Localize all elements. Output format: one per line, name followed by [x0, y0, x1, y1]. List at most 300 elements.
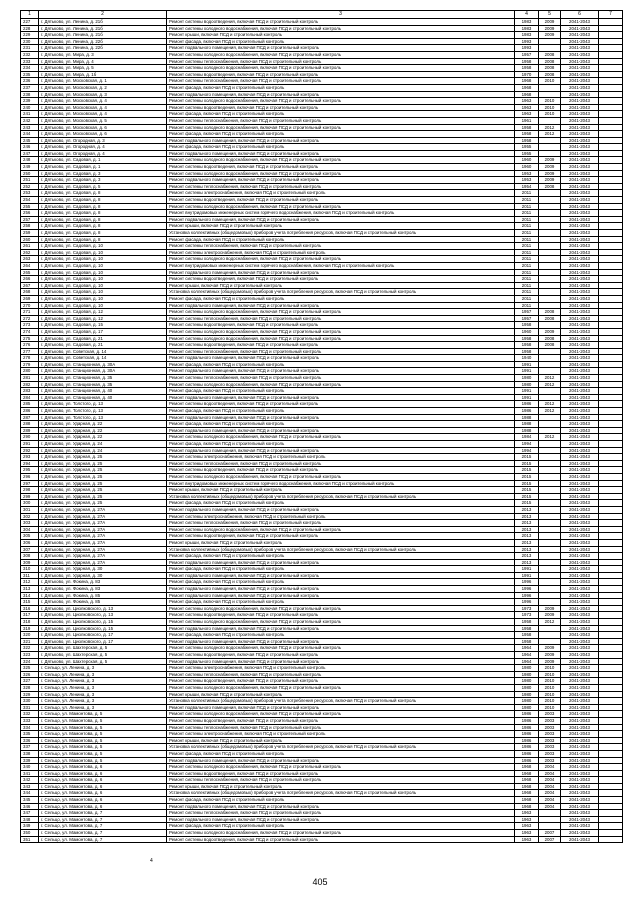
document-sheet [20, 10, 622, 843]
year-built-cell: 1958 [515, 625, 539, 632]
table-row [21, 559, 623, 566]
last-repair-year-cell: 2009 [539, 645, 561, 652]
planned-period-cell: 2041-2043 [561, 328, 599, 335]
planned-period-cell: 2041-2043 [561, 836, 599, 843]
extra-cell [599, 368, 623, 375]
address-cell: г. Сельцо, ул. Мамонтова, д. 5 [39, 744, 167, 751]
planned-period-cell: 2041-2043 [561, 282, 599, 289]
planned-period-cell: 2041-2043 [561, 223, 599, 230]
table-row [21, 78, 623, 85]
work-type-cell: Ремонт системы холодного водоснабжения, включая ПСД и строительный контроль [167, 764, 515, 771]
extra-cell [599, 625, 623, 632]
row-number: 336 [21, 737, 39, 744]
year-built-cell: 1961 [515, 117, 539, 124]
row-number: 258 [21, 223, 39, 230]
planned-period-cell: 2041-2043 [561, 665, 599, 672]
year-built-cell: 1986 [515, 737, 539, 744]
last-repair-year-cell: 2009 [539, 157, 561, 164]
extra-cell [599, 183, 623, 190]
last-repair-year-cell: 2012 [539, 375, 561, 382]
address-cell: г. Дятьково, ул. Ударная, д. 25 [39, 467, 167, 474]
year-built-cell: 1963 [515, 830, 539, 837]
last-repair-year-cell [539, 197, 561, 204]
table-row [21, 790, 623, 797]
address-cell: г. Сельцо, ул. Ленина, д. 3 [39, 684, 167, 691]
work-type-cell: Ремонт системы электроснабжения, включая ПСД и строительный контроль [167, 665, 515, 672]
planned-period-cell: 2041-2043 [561, 698, 599, 705]
year-built-cell: 1958 [515, 342, 539, 349]
year-built-cell: 1963 [515, 823, 539, 830]
row-number: 340 [21, 764, 39, 771]
year-built-cell: 1970 [515, 71, 539, 78]
address-cell: г. Дятьково, ул. Садовая, д. 8 [39, 210, 167, 217]
row-number: 230 [21, 38, 39, 45]
work-type-cell: Ремонт подвального помещения, включая ПСД и строительный контроль [167, 638, 515, 645]
year-built-cell: 1986 [515, 401, 539, 408]
address-cell: г. Дятьково, ул. Ударная, д. 27А [39, 533, 167, 540]
year-built-cell: 2011 [515, 262, 539, 269]
address-cell: г. Дятьково, ул. Циолковского, д. 15 [39, 619, 167, 626]
address-cell: г. Сельцо, ул. Мамонтова, д. 7 [39, 830, 167, 837]
table-row [21, 625, 623, 632]
extra-cell [599, 230, 623, 237]
extra-cell [599, 98, 623, 105]
table-row [21, 131, 623, 138]
planned-period-cell: 2041-2043 [561, 32, 599, 39]
year-built-cell: 1988 [515, 421, 539, 428]
row-number: 268 [21, 289, 39, 296]
extra-cell [599, 750, 623, 757]
row-number: 351 [21, 836, 39, 843]
extra-cell [599, 572, 623, 579]
table-row [21, 315, 623, 322]
work-type-cell: Установка коллективных (общедомовых) приборов учета потребления ресурсов, включая ПСД и строительный контроль [167, 744, 515, 751]
address-cell: г. Дятьково, ул. Московская, д. 4 [39, 111, 167, 118]
row-number: 255 [21, 203, 39, 210]
address-cell: г. Дятьково, ул. Фокина, д. 83 [39, 586, 167, 593]
planned-period-cell: 2041-2043 [561, 91, 599, 98]
work-type-cell: Ремонт подвального помещения, включая ПСД и строительный контроль [167, 269, 515, 276]
work-type-cell: Ремонт системы водоотведения, включая ПСД и строительный контроль [167, 533, 515, 540]
planned-period-cell: 2041-2043 [561, 276, 599, 283]
extra-cell [599, 691, 623, 698]
last-repair-year-cell [539, 38, 561, 45]
year-built-cell: 1986 [515, 731, 539, 738]
row-number: 237 [21, 84, 39, 91]
planned-period-cell: 2041-2043 [561, 671, 599, 678]
row-number: 315 [21, 599, 39, 606]
header-col-1: 1 [21, 11, 39, 19]
work-type-cell: Ремонт фасада, включая ПСД и строительный контроль [167, 111, 515, 118]
address-cell: г. Дятьково, ул. Ударная, д. 22 [39, 427, 167, 434]
planned-period-cell: 2041-2043 [561, 104, 599, 111]
row-number: 332 [21, 711, 39, 718]
table-row [21, 586, 623, 593]
table-row [21, 493, 623, 500]
work-type-cell: Ремонт системы холодного водоснабжения, включая ПСД и строительный контроль [167, 170, 515, 177]
planned-period-cell: 2041-2043 [561, 177, 599, 184]
planned-period-cell: 2041-2043 [561, 744, 599, 751]
year-built-cell: 2013 [515, 513, 539, 520]
extra-cell [599, 243, 623, 250]
address-cell: г. Дятьково, ул. Садовая, д. 10 [39, 249, 167, 256]
work-type-cell: Ремонт системы теплоснабжения, включая ПСД и строительный контроль [167, 348, 515, 355]
year-built-cell: 2015 [515, 473, 539, 480]
table-row [21, 124, 623, 131]
extra-cell [599, 32, 623, 39]
work-type-cell: Ремонт системы холодного водоснабжения, включая ПСД и строительный контроль [167, 711, 515, 718]
header-col-6: 6 [561, 11, 599, 19]
row-number: 234 [21, 65, 39, 72]
planned-period-cell: 2041-2043 [561, 256, 599, 263]
table-row [21, 678, 623, 685]
table-row [21, 328, 623, 335]
table-row [21, 243, 623, 250]
planned-period-cell: 2041-2043 [561, 197, 599, 204]
extra-cell [599, 803, 623, 810]
work-type-cell: Ремонт подвального помещения, включая ПСД и строительный контроль [167, 150, 515, 157]
row-number: 326 [21, 671, 39, 678]
row-number: 335 [21, 731, 39, 738]
address-cell: г. Дятьково, ул. Садовая, д. 3 [39, 170, 167, 177]
planned-period-cell: 2041-2043 [561, 500, 599, 507]
last-repair-year-cell: 2010 [539, 704, 561, 711]
year-built-cell: 2011 [515, 190, 539, 197]
address-cell: г. Дятьково, ул. Шахтерская, д. 5 [39, 658, 167, 665]
work-type-cell: Ремонт системы холодного водоснабжения, включая ПСД и строительный контроль [167, 98, 515, 105]
extra-cell [599, 823, 623, 830]
row-number: 277 [21, 348, 39, 355]
last-repair-year-cell: 2003 [539, 737, 561, 744]
address-cell: г. Дятьково, ул. Садовая, д. 10 [39, 276, 167, 283]
extra-cell [599, 467, 623, 474]
table-row [21, 704, 623, 711]
planned-period-cell: 2041-2043 [561, 764, 599, 771]
last-repair-year-cell [539, 368, 561, 375]
last-repair-year-cell [539, 473, 561, 480]
year-built-cell: 1958 [515, 124, 539, 131]
last-repair-year-cell [539, 236, 561, 243]
table-body [21, 19, 623, 843]
planned-period-cell: 2041-2043 [561, 137, 599, 144]
address-cell: г. Дятьково, ул. Советская, д. 14 [39, 355, 167, 362]
extra-cell [599, 711, 623, 718]
address-cell: г. Сельцо, ул. Мамонтова, д. 6 [39, 770, 167, 777]
extra-cell [599, 757, 623, 764]
year-built-cell: 2015 [515, 467, 539, 474]
work-type-cell: Ремонт системы холодного водоснабжения, включая ПСД и строительный контроль [167, 335, 515, 342]
planned-period-cell: 2041-2043 [561, 375, 599, 382]
row-number: 290 [21, 434, 39, 441]
table-row [21, 750, 623, 757]
extra-cell [599, 605, 623, 612]
row-number: 341 [21, 770, 39, 777]
work-type-cell: Ремонт системы водоотведения, включая ПСД и строительный контроль [167, 276, 515, 283]
address-cell: г. Дятьково, ул. Московская, д. 6 [39, 131, 167, 138]
last-repair-year-cell [539, 210, 561, 217]
last-repair-year-cell: 2012 [539, 401, 561, 408]
year-built-cell: 2011 [515, 289, 539, 296]
header-col-3: 3 [167, 11, 515, 19]
last-repair-year-cell: 2008 [539, 342, 561, 349]
row-number: 248 [21, 157, 39, 164]
last-repair-year-cell [539, 816, 561, 823]
year-built-cell: 1983 [515, 25, 539, 32]
planned-period-cell: 2041-2043 [561, 783, 599, 790]
last-repair-year-cell [539, 500, 561, 507]
last-repair-year-cell: 2009 [539, 177, 561, 184]
table-row [21, 724, 623, 731]
table-row [21, 111, 623, 118]
address-cell: г. Сельцо, ул. Ленина, д. 3 [39, 665, 167, 672]
year-built-cell: 1988 [515, 414, 539, 421]
last-repair-year-cell [539, 421, 561, 428]
work-type-cell: Ремонт крыши, включая ПСД и строительный контроль [167, 737, 515, 744]
year-built-cell: 2015 [515, 460, 539, 467]
year-built-cell: 1963 [515, 111, 539, 118]
extra-cell [599, 790, 623, 797]
extra-cell [599, 770, 623, 777]
work-type-cell: Ремонт подвального помещения, включая ПСД и строительный контроль [167, 592, 515, 599]
table-row [21, 262, 623, 269]
work-type-cell: Ремонт подвального помещения, включая ПСД и строительный контроль [167, 91, 515, 98]
extra-cell [599, 526, 623, 533]
year-built-cell: 2015 [515, 500, 539, 507]
address-cell: г. Дятьково, ул. Мира, д. 3 [39, 51, 167, 58]
planned-period-cell: 2041-2043 [561, 302, 599, 309]
last-repair-year-cell: 2003 [539, 744, 561, 751]
planned-period-cell: 2041-2043 [561, 770, 599, 777]
planned-period-cell: 2041-2043 [561, 816, 599, 823]
work-type-cell: Ремонт системы холодного водоснабжения, включая ПСД и строительный контроль [167, 25, 515, 32]
row-number: 263 [21, 256, 39, 263]
last-repair-year-cell [539, 546, 561, 553]
extra-cell [599, 216, 623, 223]
planned-period-cell: 2041-2043 [561, 388, 599, 395]
row-number: 252 [21, 183, 39, 190]
row-number: 283 [21, 388, 39, 395]
address-cell: г. Сельцо, ул. Мамонтова, д. 5 [39, 737, 167, 744]
work-type-cell: Ремонт системы холодного водоснабжения, включая ПСД и строительный контроль [167, 830, 515, 837]
year-built-cell: 1983 [515, 19, 539, 26]
last-repair-year-cell: 2009 [539, 164, 561, 171]
address-cell: г. Дятьково, ул. Ленина, д. 22б [39, 45, 167, 52]
year-built-cell: 1968 [515, 78, 539, 85]
address-cell: г. Дятьково, ул. Ударная, д. 27А [39, 553, 167, 560]
year-built-cell: 1955 [515, 150, 539, 157]
table-row [21, 388, 623, 395]
last-repair-year-cell [539, 322, 561, 329]
year-built-cell: 1986 [515, 717, 539, 724]
row-number: 318 [21, 619, 39, 626]
planned-period-cell: 2041-2043 [561, 586, 599, 593]
year-built-cell: 1964 [515, 652, 539, 659]
year-built-cell: 2011 [515, 269, 539, 276]
table-row [21, 197, 623, 204]
address-cell: г. Сельцо, ул. Ленина, д. 3 [39, 671, 167, 678]
extra-cell [599, 684, 623, 691]
extra-cell [599, 295, 623, 302]
row-number: 321 [21, 638, 39, 645]
repair-program-table [20, 10, 623, 843]
row-number: 244 [21, 131, 39, 138]
address-cell: г. Дятьково, ул. Садовая, д. 8 [39, 223, 167, 230]
table-row [21, 65, 623, 72]
year-built-cell: 1980 [515, 698, 539, 705]
row-number: 349 [21, 823, 39, 830]
address-cell: г. Дятьково, ул. Советская, д. 14 [39, 348, 167, 355]
year-built-cell: 2013 [515, 539, 539, 546]
planned-period-cell: 2041-2043 [561, 480, 599, 487]
work-type-cell: Ремонт фасада, включая ПСД и строительный контроль [167, 236, 515, 243]
work-type-cell: Ремонт системы водоотведения, включая ПСД и строительный контроль [167, 612, 515, 619]
planned-period-cell: 2041-2043 [561, 592, 599, 599]
row-number: 339 [21, 757, 39, 764]
last-repair-year-cell [539, 513, 561, 520]
row-number: 247 [21, 150, 39, 157]
address-cell: г. Дятьково, ул. Ударная, д. 27А [39, 526, 167, 533]
year-built-cell: 1968 [515, 770, 539, 777]
extra-cell [599, 553, 623, 560]
planned-period-cell: 2041-2043 [561, 704, 599, 711]
last-repair-year-cell [539, 526, 561, 533]
extra-cell [599, 394, 623, 401]
planned-period-cell: 2041-2043 [561, 342, 599, 349]
planned-period-cell: 2041-2043 [561, 394, 599, 401]
address-cell: г. Дятьково, ул. Станционная, д. 40 [39, 388, 167, 395]
row-number: 289 [21, 427, 39, 434]
year-built-cell: 2011 [515, 223, 539, 230]
address-cell: г. Дятьково, ул. Ударная, д. 25 [39, 460, 167, 467]
extra-cell [599, 678, 623, 685]
year-built-cell: 1958 [515, 632, 539, 639]
extra-cell [599, 619, 623, 626]
last-repair-year-cell [539, 553, 561, 560]
extra-cell [599, 203, 623, 210]
planned-period-cell: 2041-2043 [561, 493, 599, 500]
last-repair-year-cell: 2010 [539, 698, 561, 705]
row-number: 347 [21, 810, 39, 817]
work-type-cell: Ремонт крыши, включая ПСД и строительный контроль [167, 487, 515, 494]
extra-cell [599, 447, 623, 454]
year-built-cell: 1958 [515, 65, 539, 72]
address-cell: г. Дятьково, ул. Садовая, д. 1 [39, 164, 167, 171]
row-number: 271 [21, 309, 39, 316]
last-repair-year-cell [539, 262, 561, 269]
row-number: 273 [21, 322, 39, 329]
table-row [21, 289, 623, 296]
table-row [21, 210, 623, 217]
planned-period-cell: 2041-2043 [561, 599, 599, 606]
year-built-cell: 2015 [515, 493, 539, 500]
planned-period-cell: 2041-2043 [561, 401, 599, 408]
row-number: 264 [21, 262, 39, 269]
address-cell: г. Дятьково, ул. Садовая, д. 10 [39, 282, 167, 289]
table-row [21, 355, 623, 362]
work-type-cell: Ремонт системы холодного водоснабжения, включая ПСД и строительный контроль [167, 124, 515, 131]
address-cell: г. Дятьково, ул. Садовая, д. 8 [39, 190, 167, 197]
table-row [21, 381, 623, 388]
work-type-cell: Ремонт системы водоотведения, включая ПСД и строительный контроль [167, 104, 515, 111]
row-number: 304 [21, 526, 39, 533]
row-number: 282 [21, 381, 39, 388]
last-repair-year-cell: 2003 [539, 711, 561, 718]
planned-period-cell: 2041-2043 [561, 295, 599, 302]
table-row [21, 38, 623, 45]
header-col-5: 5 [539, 11, 561, 19]
extra-cell [599, 777, 623, 784]
row-number: 259 [21, 230, 39, 237]
planned-period-cell: 2041-2043 [561, 164, 599, 171]
work-type-cell: Ремонт фасада, включая ПСД и строительный контроль [167, 144, 515, 151]
work-type-cell: Ремонт фасада, включая ПСД и строительный контроль [167, 295, 515, 302]
year-built-cell: 2011 [515, 249, 539, 256]
planned-period-cell: 2041-2043 [561, 625, 599, 632]
work-type-cell: Ремонт подвального помещения, включая ПСД и строительный контроль [167, 45, 515, 52]
row-number: 343 [21, 783, 39, 790]
last-repair-year-cell [539, 289, 561, 296]
last-repair-year-cell: 2008 [539, 71, 561, 78]
last-repair-year-cell [539, 447, 561, 454]
row-number: 240 [21, 104, 39, 111]
planned-period-cell: 2041-2043 [561, 797, 599, 804]
row-number: 327 [21, 678, 39, 685]
year-built-cell: 1980 [515, 704, 539, 711]
work-type-cell: Ремонт системы водоотведения, включая ПСД и строительный контроль [167, 19, 515, 26]
row-number: 325 [21, 665, 39, 672]
table-row [21, 375, 623, 382]
year-built-cell: 1963 [515, 98, 539, 105]
planned-period-cell: 2041-2043 [561, 605, 599, 612]
row-number: 233 [21, 58, 39, 65]
work-type-cell: Ремонт крыши, включая ПСД и строительный контроль [167, 282, 515, 289]
planned-period-cell: 2041-2043 [561, 467, 599, 474]
row-number: 330 [21, 698, 39, 705]
row-number: 276 [21, 342, 39, 349]
last-repair-year-cell [539, 276, 561, 283]
year-built-cell: 1994 [515, 447, 539, 454]
row-number: 260 [21, 236, 39, 243]
year-built-cell: 1973 [515, 612, 539, 619]
table-row [21, 150, 623, 157]
planned-period-cell: 2041-2043 [561, 45, 599, 52]
last-repair-year-cell [539, 230, 561, 237]
last-repair-year-cell: 2010 [539, 684, 561, 691]
address-cell: г. Дятьково, ул. Станционная, д. 35 [39, 375, 167, 382]
work-type-cell: Ремонт фасада, включая ПСД и строительный контроль [167, 579, 515, 586]
address-cell: г. Дятьково, ул. Садовая, д. 8 [39, 230, 167, 237]
row-number: 337 [21, 744, 39, 751]
table-row [21, 447, 623, 454]
address-cell: г. Дятьково, ул. Ударная, д. 25 [39, 487, 167, 494]
address-cell: г. Дятьково, ул. Садовая, д. 15 [39, 322, 167, 329]
row-number: 250 [21, 170, 39, 177]
work-type-cell: Ремонт системы водоотведения, включая ПСД и строительный контроль [167, 717, 515, 724]
row-number: 322 [21, 645, 39, 652]
work-type-cell: Ремонт системы холодного водоснабжения, включая ПСД и строительный контроль [167, 309, 515, 316]
row-number: 245 [21, 137, 39, 144]
extra-cell [599, 322, 623, 329]
planned-period-cell: 2041-2043 [561, 652, 599, 659]
last-repair-year-cell: 2003 [539, 724, 561, 731]
work-type-cell: Ремонт системы теплоснабжения, включая ПСД и строительный контроль [167, 460, 515, 467]
planned-period-cell: 2041-2043 [561, 243, 599, 250]
work-type-cell: Ремонт системы электроснабжения, включая ПСД и строительный контроль [167, 454, 515, 461]
last-repair-year-cell [539, 45, 561, 52]
work-type-cell: Ремонт системы холодного водоснабжения, включая ПСД и строительный контроль [167, 645, 515, 652]
work-type-cell: Ремонт подвального помещения, включая ПСД и строительный контроль [167, 355, 515, 362]
last-repair-year-cell: 2009 [539, 32, 561, 39]
